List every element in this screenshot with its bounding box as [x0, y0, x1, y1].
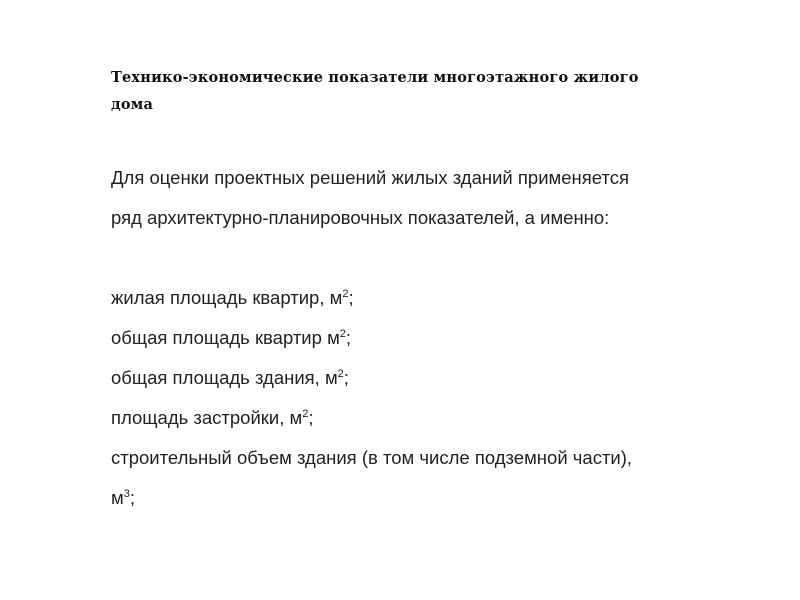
intro-line-1: Для оценки проектных решений жилых зданий применяется: [111, 167, 629, 188]
list-item-text: строительный объем здания (в том числе подземной части),: [111, 447, 633, 468]
list-item-text: м: [111, 487, 124, 508]
list-item-footprint-area: [111, 398, 771, 438]
paragraph-gap: [111, 238, 771, 278]
list-item-building-volume: [111, 438, 771, 478]
list-item-living-area: [111, 278, 771, 318]
list-item-punct: ;: [345, 327, 352, 348]
unit-exponent: 2: [342, 288, 349, 300]
list-item-building-volume-unit: [111, 478, 771, 518]
list-item-text: жилая площадь квартир, м: [111, 287, 343, 308]
list-item-total-apartment-area: [111, 318, 771, 358]
list-item-text: общая площадь квартир м: [111, 327, 340, 348]
intro-line-2: ряд архитектурно-планировочных показателей, а именно:: [111, 207, 610, 228]
list-item-punct: ;: [129, 487, 135, 508]
slide-title-line-2: дома: [111, 96, 154, 113]
list-item-punct: ;: [343, 367, 349, 388]
slide-body: [111, 158, 771, 518]
list-item-punct: ;: [308, 407, 314, 428]
unit-exponent: 3: [123, 488, 130, 500]
slide-title-line-1: Технико-экономические показатели многоэтажного жилого: [111, 69, 639, 86]
list-item-text: площадь застройки, м: [111, 407, 303, 428]
list-item-punct: ;: [348, 287, 354, 308]
slide-title: [111, 64, 681, 118]
list-item-text: общая площадь здания, м: [111, 367, 338, 388]
unit-exponent: 2: [337, 368, 344, 380]
unit-exponent: 2: [302, 408, 309, 420]
list-item-total-building-area: [111, 358, 771, 398]
unit-exponent: 2: [339, 328, 346, 340]
